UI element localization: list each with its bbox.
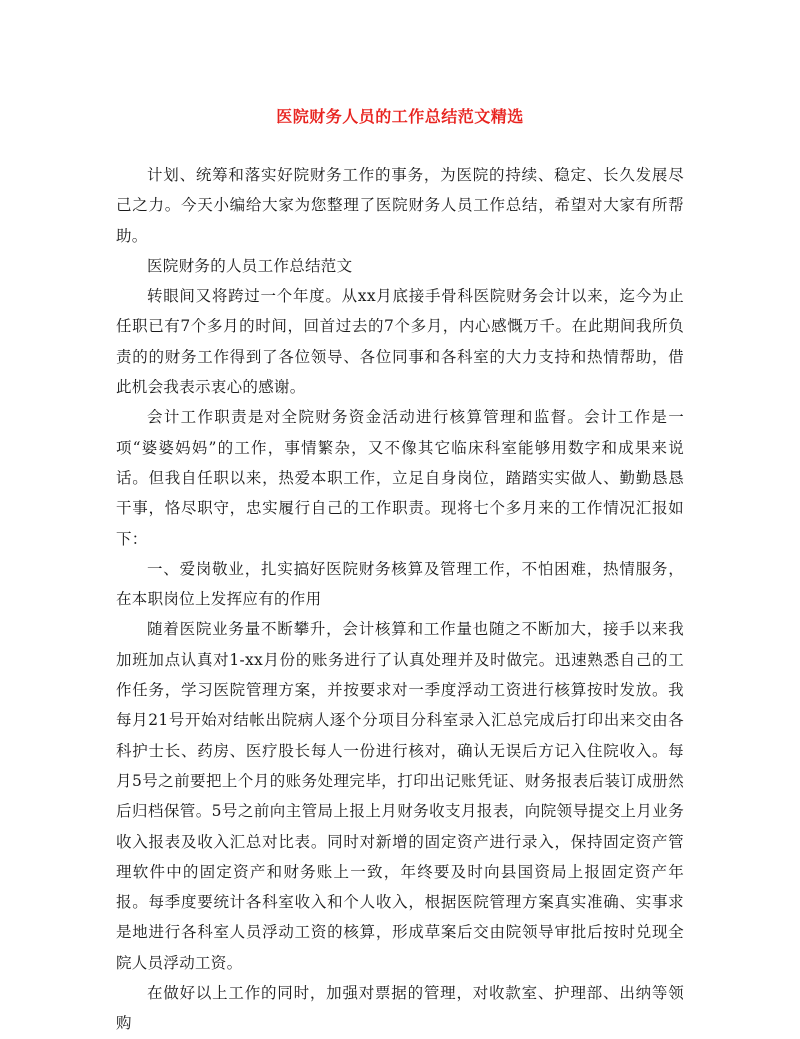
paragraph-receipts: 在做好以上工作的同时，加强对票据的管理，对收款室、护理部、出纳等领购 [116, 984, 684, 1033]
paragraph-opening: 转眼间又将跨过一个年度。从xx月底接手骨科医院财务会计以来，迄今为止任职已有7个多月的时间，回首过去的7个多月，内心感慨万千。在此期间我所负责的的财务工作得到了各位领导、各位同事和各科室的大力支持和热情帮助，借此机会我表示衷心的感谢。 [116, 287, 684, 397]
document-body [116, 160, 684, 1039]
paragraph-section-heading: 一、爱岗敬业，扎实搞好医院财务核算及管理工作，不怕困难，热情服务，在本职岗位上发挥应有的作用 [116, 559, 684, 609]
document-title: 医院财务人员的工作总结范文精选 [276, 107, 524, 126]
paragraph-subtitle: 医院财务的人员工作总结范文 [147, 256, 353, 275]
paragraph-intro: 计划、统筹和落实好院财务工作的事务，为医院的持续、稳定、长久发展尽己之力。今天小编给大家为您整理了医院财务人员工作总结，希望对大家有所帮助。 [116, 166, 684, 245]
paragraph-duties: 会计工作职责是对全院财务资金活动进行核算管理和监督。会计工作是一项“婆婆妈妈”的工作，事情繁杂，又不像其它临床科室能够用数字和成果来说话。但我自任职以来，热爱本职工作，立足自身岗位，踏踏实实做人、勤勤恳恳干事，恪尽职守，忠实履行自己的工作职责。现将七个多月来的工作情况汇报如下： [116, 408, 684, 548]
paragraph-work-details: 随着医院业务量不断攀升，会计核算和工作量也随之不断加大，接手以来我加班加点认真对1-xx月份的账务进行了认真处理并及时做完。迅速熟悉自己的工作任务，学习医院管理方案，并按要求对一季度浮动工资进行核算按时发放。我每月21号开始对结帐出院病人逐个分项目分科室录入汇总完成后打印出来交由各科护士长、药房、医疗股长每人一份进行核对，确认无误后方记入住院收入。每月5号之前要把上个月的账务处理完毕，打印出记账凭证、财务报表后装订成册然后归档保管。5号之前向主管局上报上月财务收支月报表，向院领导提交上月业务收入报表及收入汇总对比表。同时对新增的固定资产进行录入，保持固定资产管理软件中的固定资产和财务账上一致，年终要及时向县国资局上报固定资产年报。每季度要统计各科室收入和个人收入，根据医院管理方案真实准确、实事求是地进行各科室人员浮动工资的核算，形成草案后交由院领导审批后按时兑现全院人员浮动工资。 [116, 620, 684, 972]
